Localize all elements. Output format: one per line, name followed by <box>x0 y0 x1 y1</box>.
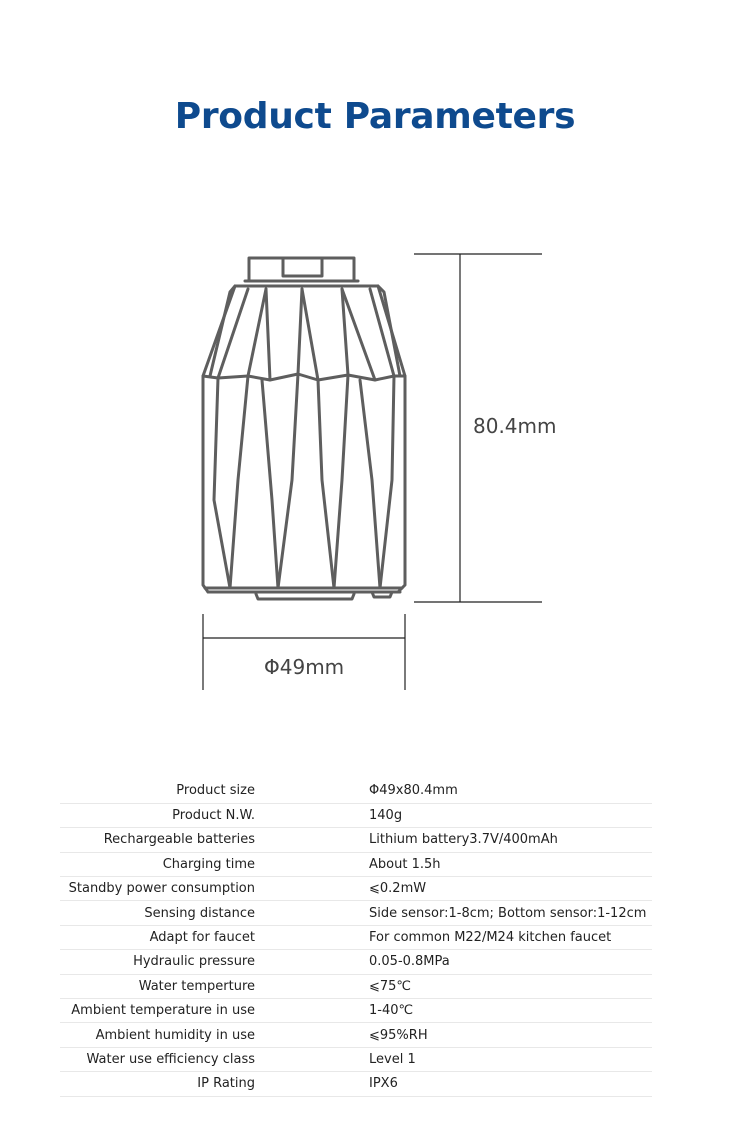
spec-table <box>60 779 652 1097</box>
spec-label: Ambient humidity in use <box>60 1023 311 1047</box>
spec-row <box>60 901 652 925</box>
spec-row <box>60 852 652 876</box>
spec-value: 1-40℃ <box>311 999 652 1023</box>
spec-value: ⩽0.2mW <box>311 877 652 901</box>
spec-label: Ambient temperature in use <box>60 999 311 1023</box>
spec-label: Sensing distance <box>60 901 311 925</box>
spec-row <box>60 803 652 827</box>
spec-value: ⩽75℃ <box>311 974 652 998</box>
spec-row <box>60 1023 652 1047</box>
spec-value: Lithium battery3.7V/400mAh <box>311 828 652 852</box>
page-title: Product Parameters <box>174 96 576 137</box>
spec-label: Product size <box>60 779 311 803</box>
spec-label: Product N.W. <box>60 803 311 827</box>
spec-value: IPX6 <box>311 1072 652 1096</box>
spec-label: Charging time <box>60 852 311 876</box>
spec-value: ⩽95%RH <box>311 1023 652 1047</box>
spec-value: About 1.5h <box>311 852 652 876</box>
spec-row <box>60 1047 652 1071</box>
spec-label: Hydraulic pressure <box>60 950 311 974</box>
spec-row <box>60 779 652 803</box>
height-dimension-label: 80.4mm <box>473 414 557 438</box>
spec-value: 140g <box>311 803 652 827</box>
connector-cap <box>245 258 358 281</box>
spec-row <box>60 877 652 901</box>
spec-value: Level 1 <box>311 1047 652 1071</box>
spec-row <box>60 925 652 949</box>
spec-row <box>60 950 652 974</box>
spec-value: 0.05-0.8MPa <box>311 950 652 974</box>
spec-label: Water temperture <box>60 974 311 998</box>
spec-label: Adapt for faucet <box>60 925 311 949</box>
spec-label: Rechargeable batteries <box>60 828 311 852</box>
spec-row <box>60 974 652 998</box>
spec-row <box>60 828 652 852</box>
spec-label: IP Rating <box>60 1072 311 1096</box>
diameter-dimension-label: Φ49mm <box>264 655 345 679</box>
spec-value: Side sensor:1-8cm; Bottom sensor:1-12cm <box>311 901 652 925</box>
spec-label: Water use efficiency class <box>60 1047 311 1071</box>
spec-row <box>60 999 652 1023</box>
spec-row <box>60 1072 652 1096</box>
spec-value: Φ49x80.4mm <box>311 779 652 803</box>
spec-label: Standby power consumption <box>60 877 311 901</box>
spec-value: For common M22/M24 kitchen faucet <box>311 925 652 949</box>
